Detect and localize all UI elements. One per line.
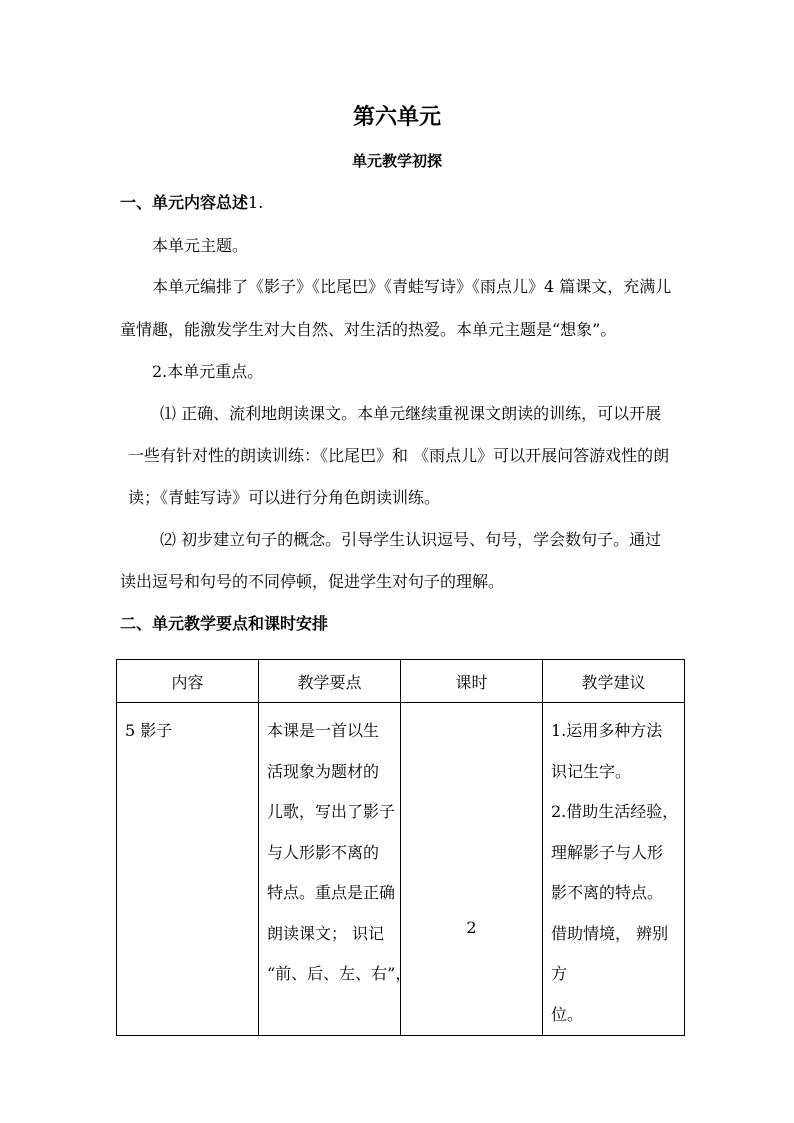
- header-class-hours: 课时: [401, 660, 543, 703]
- class-hours-value: 2: [466, 918, 477, 937]
- advice-line: 借助情境， 辨别: [551, 923, 669, 943]
- advice-line: 方: [551, 964, 568, 983]
- points-line: 特点。重点是正确: [267, 883, 396, 902]
- teaching-advice-text: [543, 703, 684, 1035]
- theme-label: 本单元主题。: [152, 236, 249, 255]
- point2-line-2: 读出逗号和句号的不同停顿，促进学生对句子的理解。: [120, 572, 505, 591]
- teaching-points-text: [259, 703, 412, 995]
- table-row: [117, 703, 685, 1036]
- theme-line-2: 童情趣，能激发学生对大自然、对生活的热爱。本单元主题是“想象”。: [120, 320, 617, 339]
- points-line: 本课是一首以生: [267, 721, 380, 740]
- points-line: 与人形影不离的: [267, 842, 380, 862]
- advice-line: 影不离的特点。: [551, 883, 664, 902]
- points-line: 活现象为题材的: [267, 761, 380, 781]
- header-content: 内容: [117, 660, 259, 703]
- point2-line-1: ⑵ 初步建立句子的概念。引导学生认识逗号、句号，学会数句子。通过: [160, 530, 662, 549]
- advice-line: 1.运用多种方法: [551, 721, 663, 740]
- point1-line-3: 读；《青蛙写诗》可以进行分角色朗读训练。: [128, 488, 441, 507]
- advice-line: 2.借助生活经验，: [551, 802, 679, 821]
- header-teaching-advice: 教学建议: [543, 660, 685, 703]
- table-header-row: [117, 660, 685, 703]
- focus-label: 2.本单元重点。: [152, 362, 264, 381]
- cell-content: [117, 703, 259, 1036]
- header-teaching-points: 教学要点: [259, 660, 401, 703]
- section1-heading-text: 一、单元内容总述: [120, 193, 249, 212]
- page-title: 第六单元: [352, 104, 441, 130]
- points-line: 朗读课文； 识记: [267, 923, 385, 943]
- cell-class-hours: [401, 703, 543, 1036]
- points-line: 儿歌，写出了影子: [267, 802, 396, 821]
- advice-line: 位。: [551, 1004, 584, 1024]
- cell-teaching-advice: [543, 703, 685, 1036]
- lesson-plan-table: [116, 659, 685, 1036]
- section1-heading-suffix: 1.: [248, 193, 264, 212]
- advice-line: 识记生字。: [551, 761, 632, 781]
- advice-line: 理解影子与人形: [551, 842, 664, 862]
- point1-line-1: ⑴ 正确、流利地朗读课文。本单元继续重视课文朗读的训练，可以开展: [160, 404, 662, 423]
- section2-heading: 二、单元教学要点和课时安排: [120, 614, 329, 633]
- point1-line-2: 一些有针对性的朗读训练：《比尾巴》和 《雨点儿》可以开展问答游戏性的朗: [128, 446, 670, 465]
- points-line: “前、后、左、右”，: [267, 964, 412, 983]
- page-subtitle: 单元教学初探: [351, 152, 442, 170]
- lesson-title: 5 影子: [125, 721, 173, 740]
- theme-line-1: 本单元编排了《影子》《比尾巴》《青蛙写诗》《雨点儿》4 篇课文，充满儿: [152, 277, 672, 296]
- cell-teaching-points: [259, 703, 412, 1036]
- section1-heading: [120, 190, 263, 213]
